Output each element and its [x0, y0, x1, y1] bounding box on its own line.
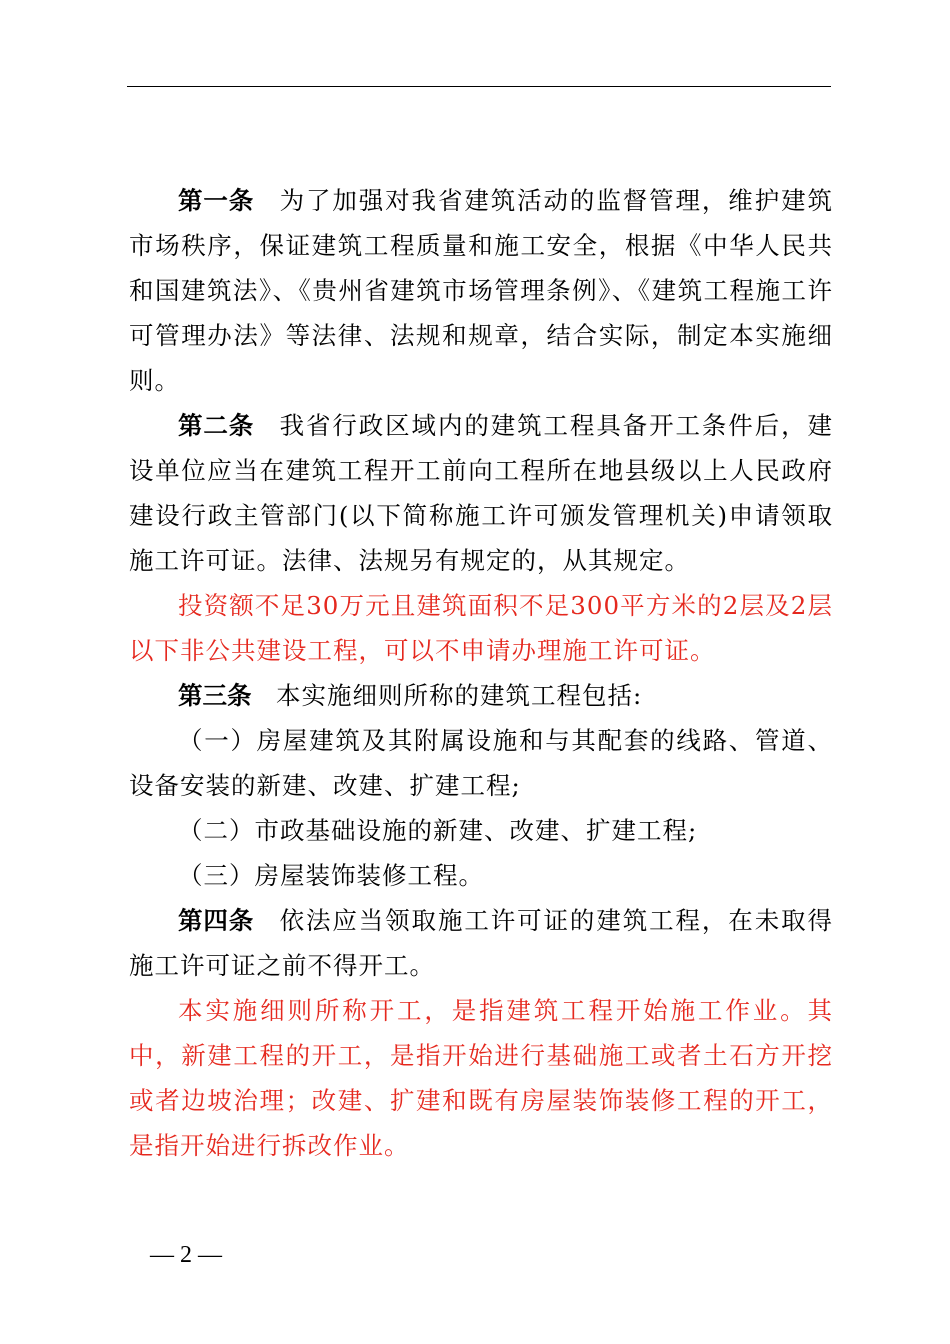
article-2-amendment: [129, 583, 833, 673]
header-rule: [127, 86, 831, 87]
document-body: [129, 178, 833, 1168]
article-2: [129, 403, 833, 583]
article-3-label: 第三条: [178, 681, 252, 710]
article-3-text: 本实施细则所称的建筑工程包括:: [276, 681, 643, 710]
article-1-text: 为了加强对我省建筑活动的监督管理，维护建筑市场秩序，保证建筑工程质量和施工安全，根据《中华人民共和国建筑法》、《贵州省建筑市场管理条例》、《建筑工程施工许可管理办法》等法律、法规和规章，结合实际，制定本实施细则。: [129, 186, 833, 395]
article-2-amendment-text: 投资额不足30万元且建筑面积不足300平方米的2层及2层以下非公共建设工程，可以不申请办理施工许可证。: [129, 591, 833, 665]
article-4: [129, 898, 833, 988]
article-3-item-2: [129, 808, 833, 853]
article-2-text: 我省行政区域内的建筑工程具备开工条件后，建设单位应当在建筑工程开工前向工程所在地县级以上人民政府建设行政主管部门(以下简称施工许可颁发管理机关)申请领取施工许可证。法律、法规另有规定的，从其规定。: [129, 411, 833, 575]
article-3-item-2-text: （二）市政基础设施的新建、改建、扩建工程;: [178, 816, 698, 845]
article-3-item-3-text: （三）房屋装饰装修工程。: [178, 861, 484, 890]
article-4-amendment: [129, 988, 833, 1168]
article-2-label: 第二条: [178, 411, 255, 440]
article-1: [129, 178, 833, 403]
article-3-item-3: [129, 853, 833, 898]
article-3: [129, 673, 833, 718]
article-4-label: 第四条: [178, 906, 255, 935]
page-number: — 2 —: [150, 1242, 222, 1268]
article-3-item-1-text: （一）房屋建筑及其附属设施和与其配套的线路、管道、设备安装的新建、改建、扩建工程;: [129, 726, 833, 800]
article-4-amendment-text: 本实施细则所称开工，是指建筑工程开始施工作业。其中，新建工程的开工，是指开始进行基础施工或者土石方开挖或者边坡治理；改建、扩建和既有房屋装饰装修工程的开工，是指开始进行拆改作业。: [129, 996, 833, 1160]
article-4-text: 依法应当领取施工许可证的建筑工程，在未取得施工许可证之前不得开工。: [129, 906, 833, 980]
article-3-item-1: [129, 718, 833, 808]
article-1-label: 第一条: [178, 186, 255, 215]
